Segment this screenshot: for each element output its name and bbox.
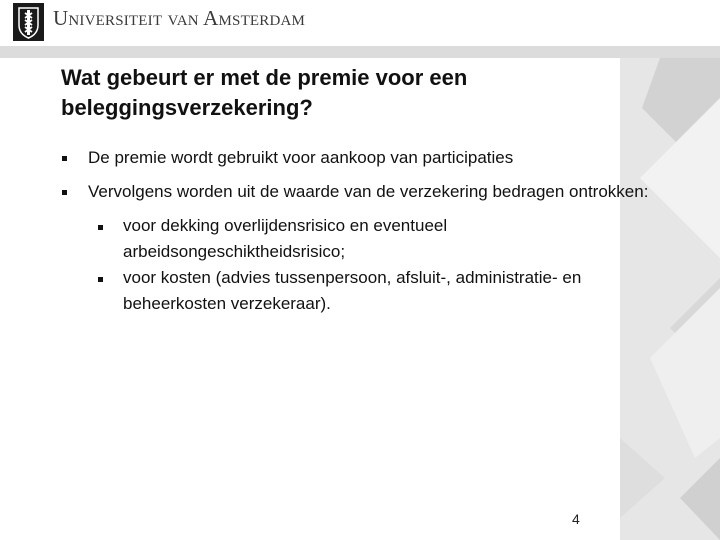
- bullet-square-icon: [62, 190, 67, 195]
- uva-crest-icon: [13, 3, 44, 41]
- sub-bullet-item: [61, 265, 661, 317]
- bullet-square-icon: [62, 156, 67, 161]
- header-divider: [0, 46, 720, 58]
- slide-title: Wat gebeurt er met de premie voor een beleggingsverzekering?: [61, 65, 468, 120]
- header: [0, 0, 720, 46]
- bullet-list: [61, 145, 661, 317]
- bullet-text: Vervolgens worden uit de waarde van de verzekering bedragen ontrokken:: [88, 182, 649, 201]
- sub-bullet-item: [61, 213, 661, 265]
- bullet-item: [61, 145, 661, 171]
- university-name: Universiteit van Amsterdam: [53, 6, 306, 30]
- bullet-square-icon: [98, 225, 103, 230]
- bullet-text: De premie wordt gebruikt voor aankoop van participaties: [88, 148, 514, 167]
- bullet-item: [61, 179, 661, 205]
- sub-bullet-text: voor kosten (advies tussenpersoon, afsluit-, administratie- en beheerkosten verzekeraar).: [123, 268, 582, 313]
- bullet-square-icon: [98, 277, 103, 282]
- sub-bullet-text: voor dekking overlijdensrisico en eventueel arbeidsongeschiktheidsrisico;: [123, 216, 448, 261]
- page-number: 4: [572, 511, 580, 527]
